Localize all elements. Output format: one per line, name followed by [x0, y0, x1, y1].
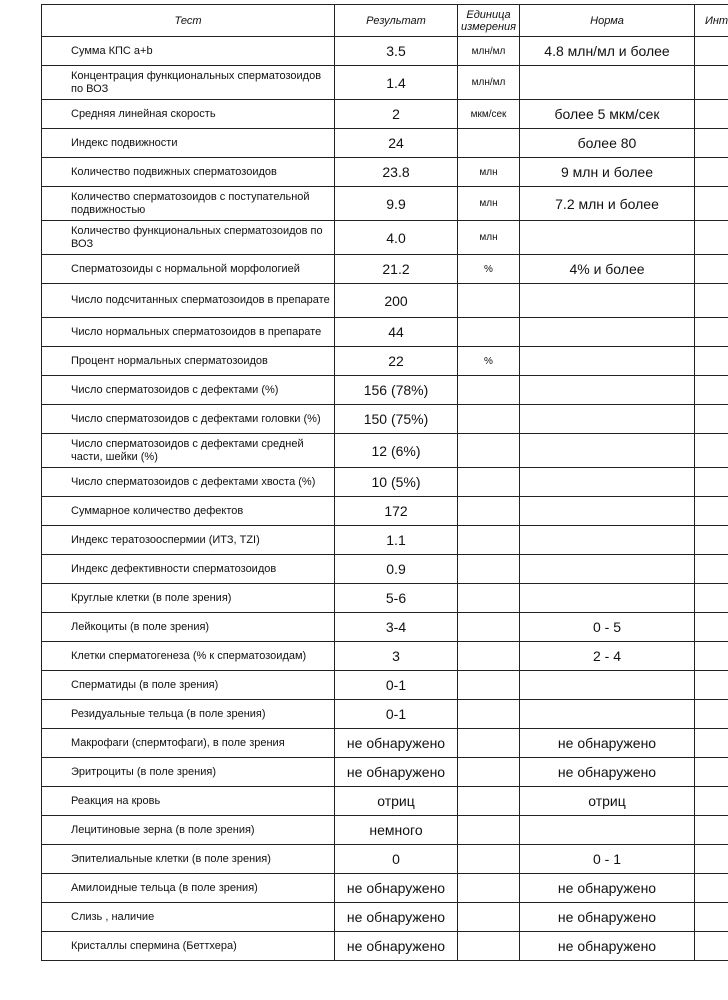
norm-cell: не обнаружено	[520, 758, 695, 787]
result-cell: 0-1	[335, 671, 458, 700]
other-cell	[695, 932, 728, 961]
other-cell	[695, 37, 728, 66]
norm-cell: 7.2 млн и более	[520, 187, 695, 221]
norm-cell: 9 млн и более	[520, 158, 695, 187]
unit-cell	[458, 584, 520, 613]
other-cell	[695, 816, 728, 845]
norm-cell	[520, 284, 695, 318]
other-cell	[695, 284, 728, 318]
result-cell: не обнаружено	[335, 729, 458, 758]
table-row	[42, 158, 728, 187]
result-cell: 12 (6%)	[335, 434, 458, 468]
table-row	[42, 526, 728, 555]
result-cell: 172	[335, 497, 458, 526]
result-cell: 150 (75%)	[335, 405, 458, 434]
table-row	[42, 37, 728, 66]
unit-cell: %	[458, 255, 520, 284]
norm-cell: 4.8 млн/мл и более	[520, 37, 695, 66]
test-cell: Количество подвижных сперматозоидов	[42, 158, 335, 187]
norm-cell	[520, 497, 695, 526]
unit-cell: млн/мл	[458, 37, 520, 66]
norm-cell	[520, 700, 695, 729]
result-cell: 2	[335, 100, 458, 129]
result-cell: 0-1	[335, 700, 458, 729]
unit-cell	[458, 376, 520, 405]
other-cell	[695, 758, 728, 787]
test-cell: Число сперматозоидов с дефектами (%)	[42, 376, 335, 405]
result-cell: 1.4	[335, 66, 458, 100]
unit-cell	[458, 729, 520, 758]
unit-cell	[458, 434, 520, 468]
result-cell: 156 (78%)	[335, 376, 458, 405]
other-cell	[695, 158, 728, 187]
other-cell	[695, 671, 728, 700]
test-cell: Сперматозоиды с нормальной морфологией	[42, 255, 335, 284]
norm-cell	[520, 671, 695, 700]
header-test: Тест	[42, 5, 335, 37]
other-cell	[695, 405, 728, 434]
test-cell: Сумма КПС a+b	[42, 37, 335, 66]
norm-cell	[520, 221, 695, 255]
test-cell: Средняя линейная скорость	[42, 100, 335, 129]
unit-cell	[458, 816, 520, 845]
result-cell: 200	[335, 284, 458, 318]
unit-cell	[458, 903, 520, 932]
unit-cell	[458, 318, 520, 347]
test-cell: Лецитиновые зерна (в поле зрения)	[42, 816, 335, 845]
result-cell: 4.0	[335, 221, 458, 255]
table-row	[42, 903, 728, 932]
unit-cell	[458, 526, 520, 555]
other-cell	[695, 100, 728, 129]
unit-cell: %	[458, 347, 520, 376]
unit-cell	[458, 468, 520, 497]
result-cell: не обнаружено	[335, 932, 458, 961]
test-cell: Индекс дефективности сперматозоидов	[42, 555, 335, 584]
test-cell: Число сперматозоидов с дефектами головки (%)	[42, 405, 335, 434]
test-cell: Резидуальные тельца (в поле зрения)	[42, 700, 335, 729]
table-row	[42, 787, 728, 816]
other-cell	[695, 642, 728, 671]
other-cell	[695, 526, 728, 555]
table-row	[42, 584, 728, 613]
unit-cell	[458, 932, 520, 961]
test-cell: Индекс тератозооспермии (ИТЗ, TZI)	[42, 526, 335, 555]
result-cell: 10 (5%)	[335, 468, 458, 497]
table-row	[42, 405, 728, 434]
norm-cell	[520, 318, 695, 347]
result-cell: 24	[335, 129, 458, 158]
norm-cell	[520, 405, 695, 434]
unit-cell: млн/мл	[458, 66, 520, 100]
table-row	[42, 347, 728, 376]
unit-cell	[458, 405, 520, 434]
norm-cell: не обнаружено	[520, 874, 695, 903]
table-row	[42, 729, 728, 758]
unit-cell	[458, 758, 520, 787]
result-cell: 3	[335, 642, 458, 671]
unit-cell	[458, 671, 520, 700]
norm-cell	[520, 555, 695, 584]
unit-cell: млн	[458, 187, 520, 221]
norm-cell	[520, 584, 695, 613]
table-row	[42, 613, 728, 642]
test-cell: Лейкоциты (в поле зрения)	[42, 613, 335, 642]
test-cell: Реакция на кровь	[42, 787, 335, 816]
table-row	[42, 284, 728, 318]
norm-cell: 4% и более	[520, 255, 695, 284]
result-cell: отриц	[335, 787, 458, 816]
table-row	[42, 758, 728, 787]
unit-cell	[458, 613, 520, 642]
unit-cell: млн	[458, 221, 520, 255]
result-cell: 44	[335, 318, 458, 347]
table-row	[42, 434, 728, 468]
table-row	[42, 555, 728, 584]
result-cell: 3-4	[335, 613, 458, 642]
other-cell	[695, 555, 728, 584]
norm-cell: более 80	[520, 129, 695, 158]
other-cell	[695, 729, 728, 758]
norm-cell	[520, 526, 695, 555]
table-row	[42, 100, 728, 129]
test-cell: Концентрация функциональных сперматозоидов по ВОЗ	[42, 66, 335, 100]
table-row	[42, 376, 728, 405]
unit-cell	[458, 700, 520, 729]
test-cell: Число сперматозоидов с дефектами средней части, шейки (%)	[42, 434, 335, 468]
result-cell: не обнаружено	[335, 903, 458, 932]
table-row	[42, 468, 728, 497]
other-cell	[695, 129, 728, 158]
table-row	[42, 845, 728, 874]
norm-cell: 2 - 4	[520, 642, 695, 671]
other-cell	[695, 613, 728, 642]
unit-cell	[458, 555, 520, 584]
result-cell: не обнаружено	[335, 874, 458, 903]
unit-cell: мкм/сек	[458, 100, 520, 129]
norm-cell: более 5 мкм/сек	[520, 100, 695, 129]
other-cell	[695, 497, 728, 526]
unit-cell: млн	[458, 158, 520, 187]
unit-cell	[458, 497, 520, 526]
other-cell	[695, 903, 728, 932]
other-cell	[695, 468, 728, 497]
other-cell	[695, 187, 728, 221]
other-cell	[695, 221, 728, 255]
result-cell: 21.2	[335, 255, 458, 284]
result-cell: 23.8	[335, 158, 458, 187]
other-cell	[695, 318, 728, 347]
other-cell	[695, 66, 728, 100]
test-cell: Кристаллы спермина (Беттхера)	[42, 932, 335, 961]
result-cell: 0.9	[335, 555, 458, 584]
result-cell: 5-6	[335, 584, 458, 613]
norm-cell	[520, 376, 695, 405]
norm-cell: отриц	[520, 787, 695, 816]
header-row	[42, 5, 728, 37]
table-row	[42, 221, 728, 255]
table-row	[42, 497, 728, 526]
test-cell: Количество функциональных сперматозоидов по ВОЗ	[42, 221, 335, 255]
header-result: Результат	[335, 5, 458, 37]
test-cell: Число подсчитанных сперматозоидов в препарате	[42, 284, 335, 318]
test-cell: Число нормальных сперматозоидов в препарате	[42, 318, 335, 347]
norm-cell: не обнаружено	[520, 729, 695, 758]
result-cell: 22	[335, 347, 458, 376]
unit-cell	[458, 874, 520, 903]
norm-cell: не обнаружено	[520, 932, 695, 961]
unit-cell	[458, 845, 520, 874]
table-row	[42, 66, 728, 100]
header-unit: Единица измерения	[458, 5, 520, 37]
other-cell	[695, 787, 728, 816]
norm-cell	[520, 66, 695, 100]
norm-cell	[520, 468, 695, 497]
test-cell: Индекс подвижности	[42, 129, 335, 158]
table-body	[42, 37, 728, 961]
other-cell	[695, 347, 728, 376]
other-cell	[695, 376, 728, 405]
table-row	[42, 255, 728, 284]
table-row	[42, 874, 728, 903]
test-cell: Сперматиды (в поле зрения)	[42, 671, 335, 700]
table-row	[42, 642, 728, 671]
results-table	[41, 4, 728, 961]
test-cell: Суммарное количество дефектов	[42, 497, 335, 526]
header-other: Инт	[695, 5, 728, 37]
test-cell: Слизь , наличие	[42, 903, 335, 932]
norm-cell	[520, 347, 695, 376]
table-row	[42, 187, 728, 221]
result-cell: немного	[335, 816, 458, 845]
test-cell: Количество сперматозоидов с поступательной подвижностью	[42, 187, 335, 221]
table-row	[42, 318, 728, 347]
test-cell: Эритроциты (в поле зрения)	[42, 758, 335, 787]
other-cell	[695, 874, 728, 903]
unit-cell	[458, 642, 520, 671]
other-cell	[695, 434, 728, 468]
unit-cell	[458, 787, 520, 816]
norm-cell: 0 - 5	[520, 613, 695, 642]
other-cell	[695, 255, 728, 284]
other-cell	[695, 845, 728, 874]
table-row	[42, 129, 728, 158]
norm-cell	[520, 816, 695, 845]
result-cell: не обнаружено	[335, 758, 458, 787]
unit-cell	[458, 284, 520, 318]
test-cell: Клетки сперматогенеза (% к сперматозоидам)	[42, 642, 335, 671]
result-cell: 3.5	[335, 37, 458, 66]
test-cell: Эпителиальные клетки (в поле зрения)	[42, 845, 335, 874]
norm-cell	[520, 434, 695, 468]
result-cell: 9.9	[335, 187, 458, 221]
test-cell: Амилоидные тельца (в поле зрения)	[42, 874, 335, 903]
norm-cell: не обнаружено	[520, 903, 695, 932]
other-cell	[695, 700, 728, 729]
result-cell: 1.1	[335, 526, 458, 555]
test-cell: Число сперматозоидов с дефектами хвоста (%)	[42, 468, 335, 497]
result-cell: 0	[335, 845, 458, 874]
table-row	[42, 816, 728, 845]
other-cell	[695, 584, 728, 613]
test-cell: Макрофаги (спермтофаги), в поле зрения	[42, 729, 335, 758]
test-cell: Круглые клетки (в поле зрения)	[42, 584, 335, 613]
test-cell: Процент нормальных сперматозоидов	[42, 347, 335, 376]
table-row	[42, 700, 728, 729]
header-norm: Норма	[520, 5, 695, 37]
table-row	[42, 671, 728, 700]
table-row	[42, 932, 728, 961]
unit-cell	[458, 129, 520, 158]
norm-cell: 0 - 1	[520, 845, 695, 874]
